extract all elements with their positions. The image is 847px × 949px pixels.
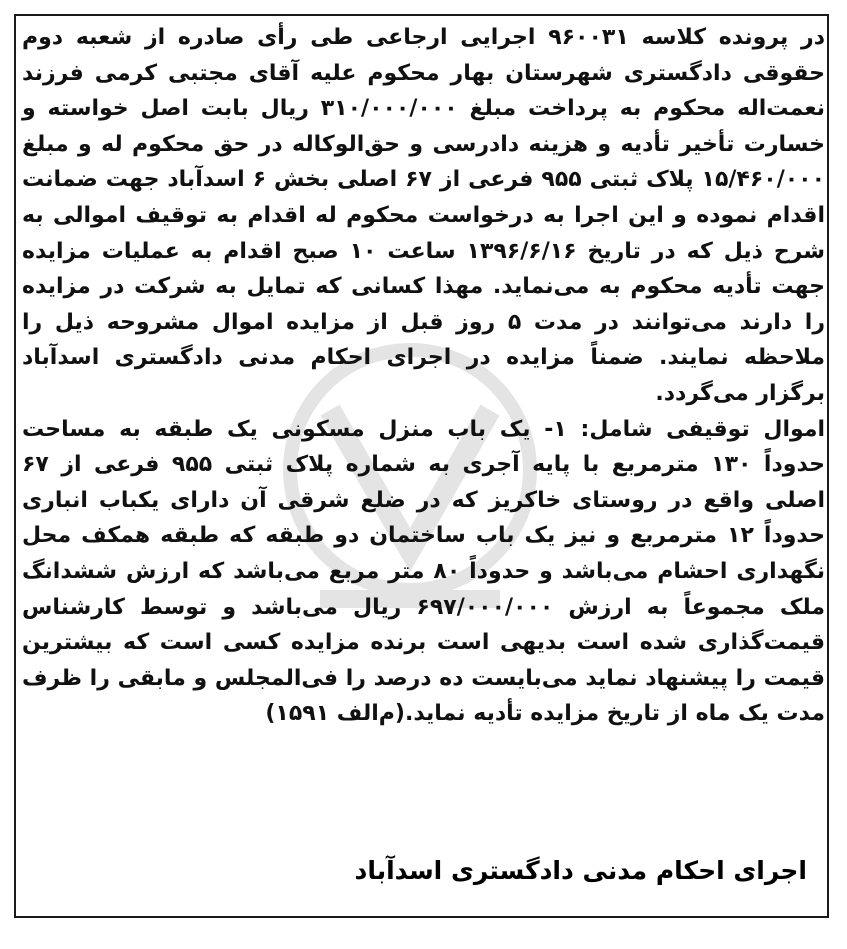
notice-signature: اجرای احکام مدنی دادگستری اسدآباد: [354, 856, 807, 885]
notice-paragraph-1: در پرونده کلاسه ۹۶۰۰۳۱ اجرایی ارجاعی طی رأی صادره از شعبه دوم حقوقی دادگستری شهرستان بهار محکوم علیه آقای مجتبی کرمی فرزند نعمت‌اله محکوم به پرداخت مبلغ ۳۱۰/۰۰۰/۰۰۰ ریال بابت اصل خواسته و خسارت تأخیر تأدیه و هزینه دادرسی و حق‌الوکاله در حق محکوم له و مبلغ ۱۵/۴۶۰/۰۰۰ پلاک ثبتی ۹۵۵ فرعی از ۶۷ اصلی بخش ۶ اسدآباد جهت ضمانت اقدام نموده و این اجرا به درخواست محکوم له اقدام به توقیف اموالی به شرح ذیل که در تاریخ ۱۳۹۶/۶/۱۶ ساعت ۱۰ صبح اقدام به عملیات مزایده جهت تأدیه محکوم به می‌نماید. مهذا کسانی که تمایل به شرکت در مزایده را دارند می‌توانند در مدت ۵ روز قبل از مزایده اموال مشروحه ذیل را ملاحظه نمایند. ضمناً مزایده در اجرای احکام مدنی دادگستری اسدآباد برگزار می‌گردد.: [22, 25, 826, 406]
notice-body: [22, 20, 825, 732]
notice-paragraph-2: اموال توقیفی شامل: ۱- یک باب منزل مسکونی یک طبقه به مساحت حدوداً ۱۳۰ مترمربع با پایه آجری به شماره پلاک ثبتی ۹۵۵ فرعی از ۶۷ اصلی واقع در روستای خاکریز که در ضلع شرقی آن دارای یکباب انباری حدوداً ۱۲ مترمربع و نیز یک باب ساختمان دو طبقه که طبقه همکف محل نگهداری احشام می‌باشد و حدوداً ۸۰ متر مربع می‌باشد که ارزش ششدانگ ملک مجموعاً به ارزش ۶۹۷/۰۰۰/۰۰۰ ریال می‌باشد و توسط کارشناس قیمت‌گذاری شده است بدیهی است برنده مزایده کسی است که بیشترین قیمت را پیشنهاد نماید می‌بایست ده درصد را فی‌المجلس و مابقی را ظرف مدت یک ماه از تاریخ مزایده تأدیه نماید.(م‌الف ۱۵۹۱): [22, 416, 826, 727]
